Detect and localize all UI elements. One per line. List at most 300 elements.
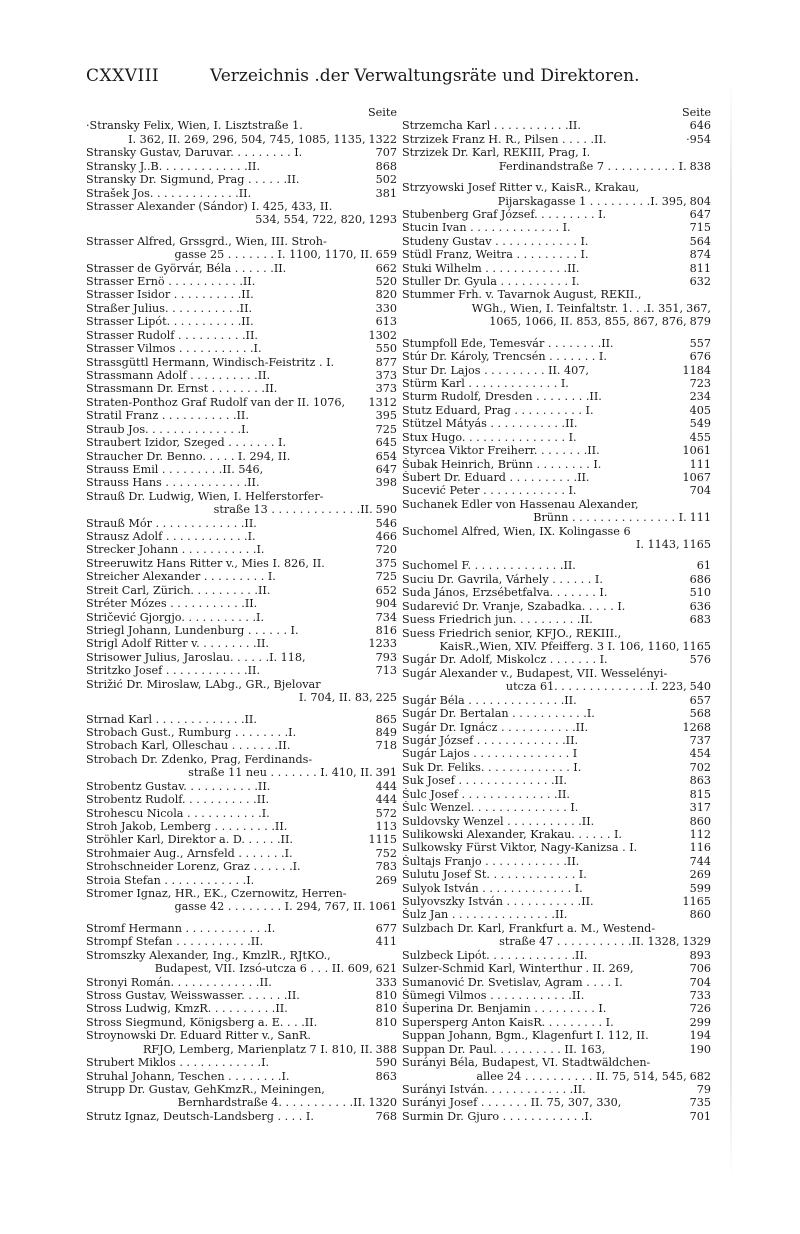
entry-page-number: 234 (689, 390, 711, 404)
entry-text: Strauss Hans . . . . . . . . . . . .II. (86, 476, 260, 490)
entry-line (86, 935, 397, 948)
index-entry (402, 1016, 711, 1029)
index-entry (86, 356, 397, 369)
entry-page-number: 657 (689, 693, 711, 707)
entry-page-number: 61 (696, 559, 711, 573)
entry-text: Strnad Karl . . . . . . . . . . . . .II. (86, 712, 257, 726)
entry-page-number: 590 (375, 1056, 397, 1070)
entry-line (402, 694, 711, 707)
entry-page-number: 682 (689, 1069, 711, 1083)
entry-text: Stransky Dr. Sigmund, Prag . . . . . .II. (86, 173, 300, 187)
entry-line (402, 828, 711, 841)
entry-text: Šultajs Franjo . . . . . . . . . . . .II. (402, 854, 580, 868)
index-entry (86, 611, 397, 624)
entry-text: Stuller Dr. Gyula . . . . . . . . . . I. (402, 275, 580, 289)
entry-line (86, 584, 397, 597)
entry-page-number: 79 (696, 1082, 711, 1096)
entry-page-number: 860 (689, 814, 711, 828)
entry-text: straße 13 . . . . . . . . . . . . .II. (213, 503, 373, 517)
entry-page-number: 706 (689, 962, 711, 976)
entry-text: Surmin Dr. Gjuro . . . . . . . . . . . .I. (402, 1109, 593, 1123)
entry-page-number: 520 (375, 275, 397, 289)
entry-line (86, 820, 397, 833)
index-entry (402, 653, 711, 666)
entry-continuation-line (86, 503, 397, 516)
entry-line (86, 887, 397, 900)
entry-line (402, 119, 711, 132)
entry-page-number: 720 (375, 543, 397, 557)
entry-line (402, 431, 711, 444)
index-entry (402, 221, 711, 234)
index-entry (402, 1029, 711, 1042)
entry-gap (402, 551, 711, 559)
index-entry (402, 484, 711, 497)
entry-text: Straubert Izidor, Szeged . . . . . . . I. (86, 436, 287, 450)
entry-line (402, 444, 711, 457)
index-entry (402, 989, 711, 1002)
entry-line (86, 597, 397, 610)
entry-text: Stutz Eduard, Prag . . . . . . . . . . I. (402, 403, 594, 417)
entry-continuation-line (402, 302, 711, 315)
entry-page-number: 112 (689, 827, 711, 841)
entry-line (402, 855, 711, 868)
entry-text: Stréter Mózes . . . . . . . . . . .II. (86, 597, 258, 611)
entry-page-number: 398 (375, 476, 397, 490)
index-entry (402, 181, 711, 208)
index-entry (402, 855, 711, 868)
index-entry (86, 664, 397, 677)
entry-line (402, 498, 711, 511)
entry-line (86, 396, 397, 409)
entry-line (86, 187, 397, 200)
index-entry (86, 1016, 397, 1029)
entry-text: Strzizek Franz H. R., Pilsen . . . . .II. (402, 132, 607, 146)
index-entry (402, 1083, 711, 1096)
entry-text: Sulutu Josef St. . . . . . . . . . . . . I. (402, 868, 587, 882)
entry-text: I. 704, II. 83, (298, 691, 373, 705)
entry-text: Šulc Wenzel. . . . . . . . . . . . . . I. (402, 801, 579, 815)
entry-page-number: 613 (375, 315, 397, 329)
index-entry (86, 517, 397, 530)
entry-gap (86, 914, 397, 922)
entry-page-number: 654 (375, 449, 397, 463)
entry-page-number: 116 (689, 841, 711, 855)
entry-page-number: 599 (689, 881, 711, 895)
entry-line (86, 922, 397, 935)
entry-page-number: 704 (689, 484, 711, 498)
index-entry (86, 584, 397, 597)
entry-text: Strigl Adolf Ritter v. . . . . . . . .II. (86, 637, 269, 651)
entry-page-number: 804 (689, 194, 711, 208)
entry-line (86, 160, 397, 173)
index-entry (402, 119, 711, 132)
index-entry (86, 922, 397, 935)
entry-page-number: 1312 (368, 395, 397, 409)
entry-page-number: 395 (375, 409, 397, 423)
entry-text: Suess Friedrich senior, KFJO., REKIII., (402, 626, 622, 640)
entry-text: Sulzer-Schmid Karl, Winterthur . II. 269, (402, 962, 634, 976)
index-entry (86, 187, 397, 200)
entry-line (402, 390, 711, 403)
entry-text: Styrcea Viktor Freiherr. . . . . . . .II. (402, 444, 600, 458)
entry-text: Bernhardstraße 4. . . . . . . . . . .II. (177, 1096, 366, 1110)
entry-page-number: 816 (375, 624, 397, 638)
entry-line (86, 369, 397, 382)
entry-text: Surányi István. . . . . . . . . . . . .II. (402, 1082, 586, 1096)
index-entry (86, 436, 397, 449)
index-entry (402, 694, 711, 707)
index-entry (86, 678, 397, 705)
entry-line (402, 1096, 711, 1109)
entry-continuation-line (402, 511, 711, 524)
entry-text: Stucin Ivan . . . . . . . . . . . . . I. (402, 221, 571, 235)
entry-text: Strobentz Gustav. . . . . . . . . . .II. (86, 779, 271, 793)
entry-page-number: 1302 (368, 328, 397, 342)
entry-text: Sugár József . . . . . . . . . . . . .II. (402, 733, 579, 747)
entry-page-number: 388 (375, 1042, 397, 1056)
entry-text: Šuperina Dr. Benjamin . . . . . . . . . I. (402, 1002, 607, 1016)
entry-page-number: 647 (689, 207, 711, 221)
entry-text: Stützel Mátyás . . . . . . . . . . .II. (402, 417, 578, 431)
entry-text: Strzyowski Josef Ritter v., KaisR., Krakau, (402, 181, 640, 195)
index-entry (86, 597, 397, 610)
index-entry (86, 1070, 397, 1083)
index-entry (86, 726, 397, 739)
entry-page-number: 686 (689, 572, 711, 586)
entry-text: Sugár Béla . . . . . . . . . . . . . .II. (402, 693, 577, 707)
entry-text: Stromer Ignaz, HR., EK., Czernowitz, Herren- (86, 887, 347, 901)
entry-page-number: 1165 (682, 538, 711, 552)
seite-label-left: Seite (368, 106, 397, 119)
index-entry (86, 989, 397, 1002)
entry-text: Strzizek Dr. Karl, REKIII, Prag, I. (402, 146, 591, 160)
entry-text: Budapest, VII. Izsó-utcza 6 . . . II. 609, (154, 962, 373, 976)
index-entry (86, 887, 397, 914)
entry-page-number: 726 (689, 1002, 711, 1016)
entry-line (86, 1056, 397, 1069)
index-entry (86, 369, 397, 382)
entry-line (86, 329, 397, 342)
entry-continuation-line (402, 195, 711, 208)
entry-line (86, 570, 397, 583)
index-entry (86, 423, 397, 436)
index-entry (86, 624, 397, 637)
entry-line (86, 780, 397, 793)
entry-text: Struhal Johann, Teschen . . . . . . . .I. (86, 1069, 290, 1083)
entry-line (86, 753, 397, 766)
index-entry (402, 288, 711, 328)
entry-line (86, 119, 397, 132)
entry-line (402, 181, 711, 194)
entry-text: Sulzbach Dr. Karl, Frankfurt a. M., Westend- (402, 921, 656, 935)
index-entry (402, 841, 711, 854)
entry-page-number: 1184 (682, 363, 711, 377)
entry-page-number: 546 (375, 516, 397, 530)
index-entry (86, 275, 397, 288)
entry-text: Suchomel Alfred, Wien, IX. Kolingasse 6 (402, 524, 631, 538)
index-entry (86, 833, 397, 846)
entry-page-number: 568 (689, 707, 711, 721)
entry-line (86, 637, 397, 650)
entry-line (86, 490, 397, 503)
entry-line (86, 1110, 397, 1123)
entry-page-number: 373 (375, 382, 397, 396)
entry-line (402, 1110, 711, 1123)
entry-line (86, 315, 397, 328)
entry-page-number: 810 (375, 988, 397, 1002)
seite-label-right: Seite (682, 106, 711, 119)
entry-page-number: 299 (689, 1015, 711, 1029)
entry-text: Stross Siegmund, Königsberg a. E. . . .II. (86, 1015, 318, 1029)
entry-text: Strompf Stefan . . . . . . . . . . .II. (86, 935, 264, 949)
entry-text: Strasser Rudolf . . . . . . . . . .II. (86, 328, 258, 342)
entry-line (402, 627, 711, 640)
entry-text: Sugár Dr. Bertalan . . . . . . . . . . .I. (402, 707, 595, 721)
entry-text: Suppan Dr. Paul. . . . . . . . . . II. 163, (402, 1042, 606, 1056)
entry-line (86, 1016, 397, 1029)
entry-text: gasse 25 . . . . . . . I. 1100, 1170, II. (174, 248, 373, 262)
entry-text: Strasser Vilmos . . . . . . . . . . .I. (86, 342, 262, 356)
entry-line (86, 976, 397, 989)
entry-page-number: 1067 (682, 470, 711, 484)
entry-page-number: 454 (689, 747, 711, 761)
entry-text: Strasser Isidor . . . . . . . . . .II. (86, 288, 254, 302)
entry-text: Suess Friedrich jun. . . . . . . . . .II. (402, 613, 593, 627)
index-entry (402, 734, 711, 747)
entry-line (402, 417, 711, 430)
entry-text: Stur Dr. Lajos . . . . . . . . . II. 407, (402, 363, 589, 377)
index-entry (402, 573, 711, 586)
entry-text: Stroh Jakob, Lemberg . . . . . . . . .II. (86, 819, 288, 833)
index-entry (86, 651, 397, 664)
entry-page-number: 550 (375, 342, 397, 356)
entry-text: Sulyok István . . . . . . . . . . . . . I. (402, 881, 583, 895)
entry-page-number: 621 (375, 962, 397, 976)
entry-text: 1065, 1066, II. 853, 855, 867, 876, (489, 315, 687, 329)
entry-text: straße 47 . . . . . . . . . . .II. 1328, (499, 935, 680, 949)
entry-text: Suppan Johann, Bgm., Klagenfurt I. 112, II. (402, 1029, 649, 1043)
entry-page-number: 793 (375, 650, 397, 664)
index-entry (402, 364, 711, 377)
entry-line (402, 761, 711, 774)
index-entry (86, 200, 397, 227)
entry-text: Studeny Gustav . . . . . . . . . . . . I. (402, 234, 589, 248)
entry-text: Sulyovszky István . . . . . . . . . . .II. (402, 895, 594, 909)
entry-line (86, 807, 397, 820)
entry-text: Stürm Karl . . . . . . . . . . . . . I. (402, 377, 569, 390)
entry-line (402, 1043, 711, 1056)
entry-text: Sulkowsky Fürst Viktor, Nagy-Kanizsa . I. (402, 841, 638, 855)
entry-line (402, 721, 711, 734)
entry-text: Šubak Heinrich, Brünn . . . . . . . . I. (402, 457, 602, 471)
entry-text: Strauß Mór . . . . . . . . . . . . .II. (86, 516, 257, 530)
entry-page-number: 113 (375, 819, 397, 833)
entry-text: Strutz Ignaz, Deutsch-Landsberg . . . . I. (86, 1109, 314, 1123)
index-entry (402, 377, 711, 390)
entry-page-number: 733 (689, 988, 711, 1002)
index-entry (402, 248, 711, 261)
index-entry (86, 450, 397, 463)
index-entry (402, 613, 711, 626)
entry-line (86, 651, 397, 664)
entry-line (402, 525, 711, 538)
entry-text: Šulc Josef . . . . . . . . . . . . . .II. (402, 787, 570, 801)
index-entry (402, 761, 711, 774)
entry-text: allee 24 . . . . . . . . . . II. 75, 514, 545, (476, 1069, 687, 1083)
entry-text: Stross Ludwig, KmzR. . . . . . . . . .II. (86, 1002, 288, 1016)
entry-page-number: 645 (375, 436, 397, 450)
entry-page-number: 879 (689, 315, 711, 329)
entry-page-number: 811 (689, 261, 711, 275)
entry-text: Stummer Frh. v. Tavarnok August, REKII., (402, 288, 642, 302)
entry-gap (402, 329, 711, 337)
entry-line (402, 667, 711, 680)
entry-continuation-line (402, 160, 711, 173)
index-entry (402, 774, 711, 787)
entry-continuation-line (86, 766, 397, 779)
index-entry (402, 600, 711, 613)
index-entry (402, 559, 711, 572)
entry-line (86, 409, 397, 422)
entry-line (86, 463, 397, 476)
entry-text: Surányi Béla, Budapest, VI. Stadtwäldchen- (402, 1056, 651, 1070)
entry-page-number: 411 (375, 935, 397, 949)
entry-text: Strobentz Rudolf. . . . . . . . . . .II. (86, 793, 270, 807)
entry-page-number: 863 (689, 774, 711, 788)
entry-gap (402, 173, 711, 181)
entry-text: Stratil Franz . . . . . . . . . . .II. (86, 409, 249, 423)
entry-page-number: 676 (689, 350, 711, 364)
entry-page-number: 502 (375, 173, 397, 187)
entry-page-number: 269 (689, 868, 711, 882)
entry-page-number: 737 (689, 733, 711, 747)
entry-text: Surányi Josef . . . . . . . II. 75, 307, 330, (402, 1096, 622, 1110)
entry-text: Ströhler Karl, Direktor a. D. . . . . .II. (86, 833, 293, 847)
entry-line (402, 364, 711, 377)
entry-line (86, 739, 397, 752)
index-entry (86, 476, 397, 489)
index-entry (86, 860, 397, 873)
entry-text: Strašek Jos. . . . . . . . . . . . .II. (86, 186, 252, 200)
entry-text: Sturm Rudolf, Dresden . . . . . . . .II. (402, 390, 602, 404)
entry-line (402, 747, 711, 760)
entry-line (86, 1070, 397, 1083)
index-entry (402, 337, 711, 350)
entry-text: Suldovsky Wenzel . . . . . . . . . . .II. (402, 814, 595, 828)
entry-text: Sumanović Dr. Svetislav, Agram . . . . I. (402, 975, 623, 989)
entry-text: I. 362, II. 269, 296, 504, 745, 1085, 1135, (128, 132, 366, 146)
index-entry (86, 1056, 397, 1069)
entry-line (402, 484, 711, 497)
entry-page-number: 647 (375, 462, 397, 476)
entry-page-number: 111 (689, 511, 711, 525)
entry-text: Strasser Lipót. . . . . . . . . . .II. (86, 315, 254, 329)
entry-line (402, 908, 711, 921)
index-entry (86, 976, 397, 989)
entry-text: Stransky Gustav, Daruvar. . . . . . . . . I. (86, 146, 303, 160)
entry-page-number: 1268 (682, 720, 711, 734)
index-entry (86, 557, 397, 570)
entry-text: Šulz Jan . . . . . . . . . . . . . . .II. (402, 908, 568, 922)
entry-line (402, 586, 711, 599)
entry-text: Streicher Alexander . . . . . . . . . I. (86, 570, 276, 584)
entry-page-number: 768 (375, 1109, 397, 1123)
entry-text: Straten-Ponthoz Graf Rudolf van der II. 1076, (86, 395, 346, 409)
entry-continuation-line (402, 640, 711, 653)
entry-line (402, 774, 711, 787)
entry-page-number: 330 (375, 301, 397, 315)
entry-text: Strohschneider Lorenz, Graz . . . . . .I. (86, 860, 301, 874)
entry-text: gasse 42 . . . . . . . . I. 294, 767, II. (174, 900, 366, 914)
entry-page-number: 269 (375, 873, 397, 887)
index-entry (86, 739, 397, 752)
entry-text: Strohmaier Aug., Arnsfeld . . . . . . .I. (86, 846, 293, 860)
index-entry (402, 390, 711, 403)
index-entry (86, 463, 397, 476)
entry-page-number: 874 (689, 248, 711, 262)
entry-gap (86, 705, 397, 713)
entry-continuation-line (402, 1070, 711, 1083)
entry-page-number: 1322 (368, 132, 397, 146)
entry-continuation-line (86, 1096, 397, 1109)
index-entry (86, 342, 397, 355)
entry-text: Strisower Julius, Jaroslau. . . . . .I. 118, (86, 650, 306, 664)
entry-line (86, 302, 397, 315)
entry-text: Strobach Dr. Zdenko, Prag, Ferdinands- (86, 752, 313, 766)
index-entry (86, 1110, 397, 1123)
entry-text: Streit Carl, Zürich. . . . . . . . . .II. (86, 583, 271, 597)
index-entry (86, 874, 397, 887)
entry-line (86, 989, 397, 1002)
entry-line (402, 613, 711, 626)
entry-page-number: 466 (375, 530, 397, 544)
index-entry (402, 788, 711, 801)
index-entry (86, 315, 397, 328)
entry-text: Sugár Alexander v., Budapest, VII. Wesselényi- (402, 666, 668, 680)
entry-line (86, 342, 397, 355)
entry-line (86, 611, 397, 624)
index-entry (86, 409, 397, 422)
index-entry (86, 637, 397, 650)
index-entry (402, 498, 711, 525)
entry-line (86, 847, 397, 860)
index-entry (86, 543, 397, 556)
index-entry (402, 922, 711, 949)
entry-line (86, 874, 397, 887)
index-entry (402, 262, 711, 275)
right-column (402, 106, 711, 1123)
index-entry (86, 235, 397, 262)
entry-continuation-line (402, 315, 711, 328)
entry-line (86, 543, 397, 556)
entry-gap (86, 227, 397, 235)
entry-page-number: 317 (689, 801, 711, 815)
index-entry (402, 431, 711, 444)
entry-line (86, 726, 397, 739)
index-entry (86, 490, 397, 517)
entry-text: Stumpfoll Ede, Temesvár . . . . . . . .II. (402, 336, 614, 350)
entry-text: Suciu Dr. Gavrila, Várhely . . . . . . I. (402, 572, 603, 586)
entry-line (402, 404, 711, 417)
entry-line (86, 262, 397, 275)
entry-text: Strobach Karl, Olleschau . . . . . . .II. (86, 739, 291, 753)
index-entry (402, 721, 711, 734)
entry-text: utcza 61. . . . . . . . . . . . . .I. 223, (505, 680, 687, 694)
entry-page-number: 702 (689, 760, 711, 774)
entry-text: ·Stransky Felix, Wien, I. Lisztstraße 1. (86, 119, 303, 133)
entry-page-number: 652 (375, 583, 397, 597)
entry-text: Suda János, Erzsébetfalva. . . . . . . I. (402, 586, 608, 600)
